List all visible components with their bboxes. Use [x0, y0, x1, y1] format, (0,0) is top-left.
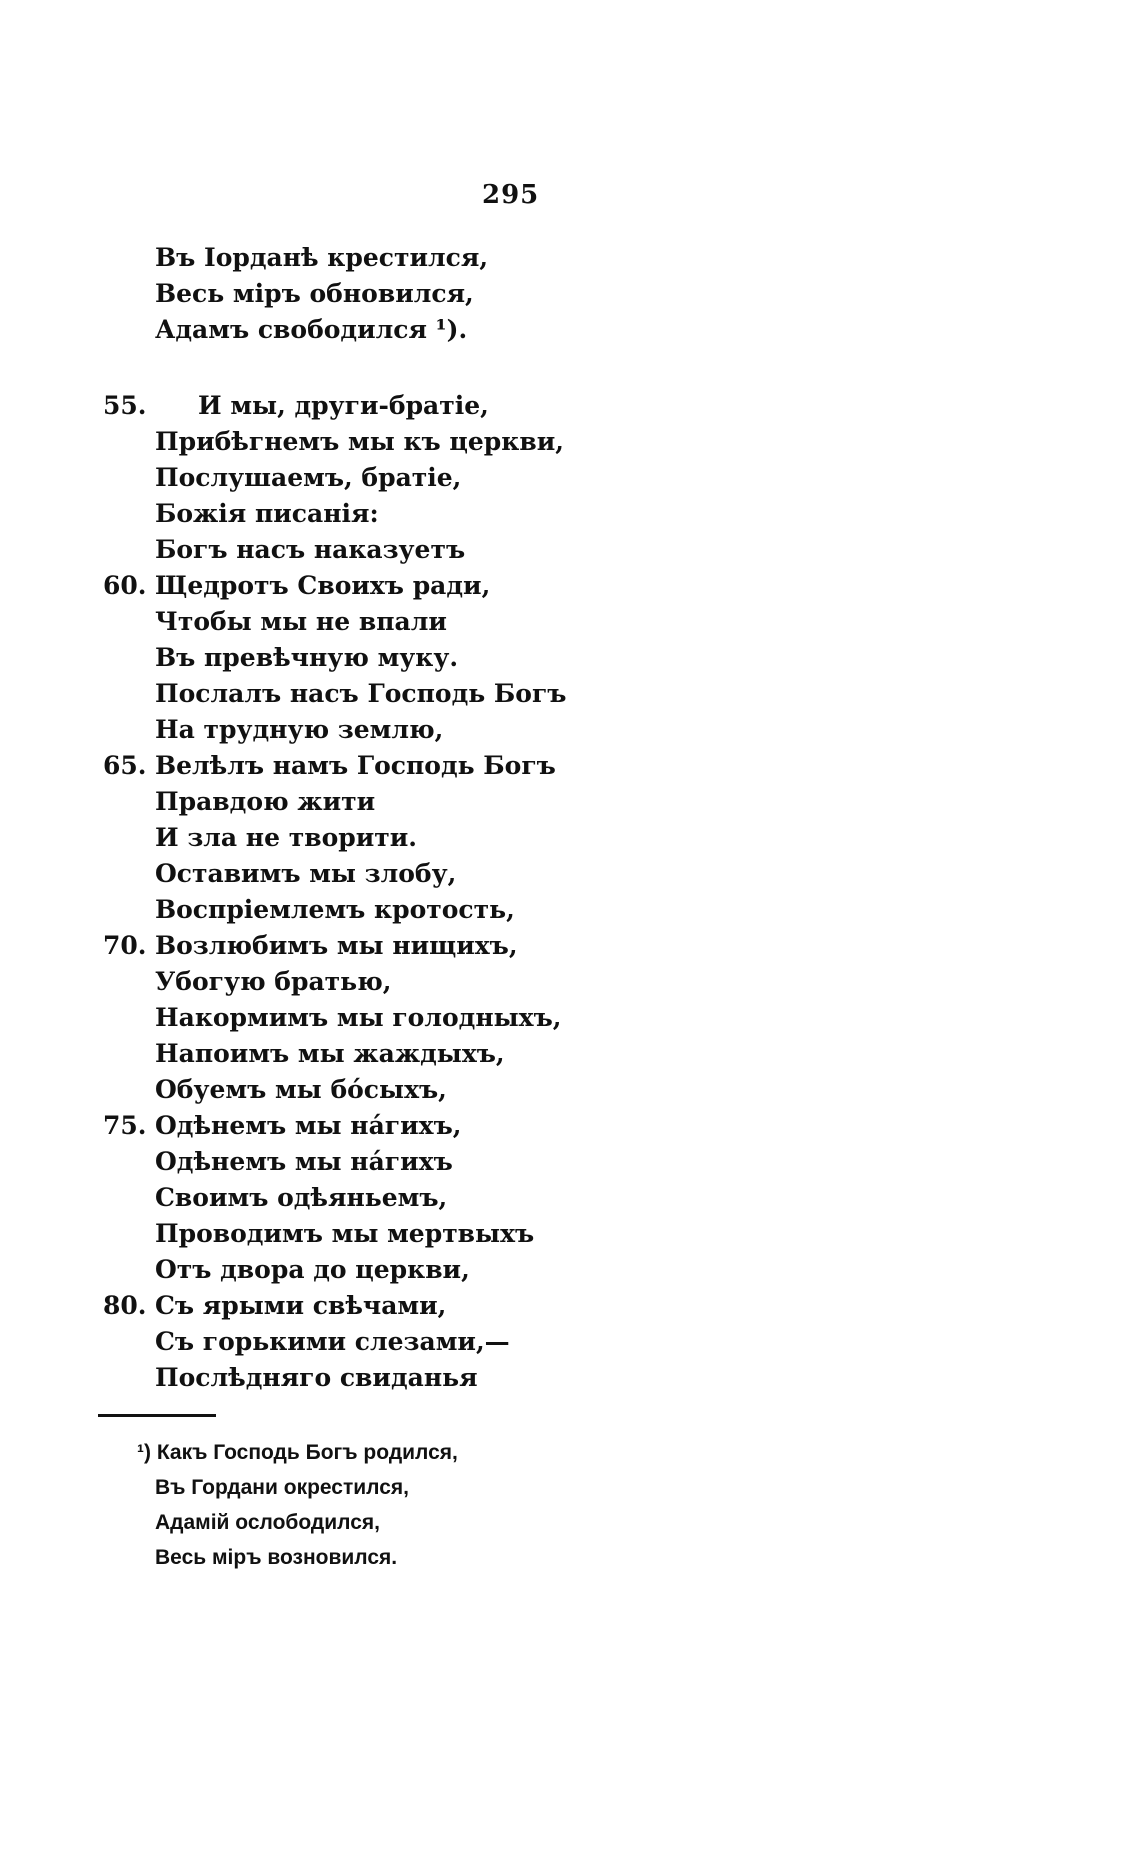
verse-text: Велѣлъ намъ Господь Богъ [155, 751, 556, 780]
line-number: 60. [103, 571, 147, 600]
verse-text: Въ Іорданѣ крестился, [155, 243, 489, 272]
verse-text: Воспріемлемъ кротость, [155, 895, 515, 924]
verse-line [0, 1216, 1140, 1252]
verse-text: Щедротъ Своихъ ради, [155, 571, 491, 600]
verse-line [0, 1360, 1140, 1396]
verse-text: Божія писанія: [155, 499, 379, 528]
verse-text: Богъ насъ наказуетъ [155, 535, 466, 564]
verse-line [0, 1180, 1140, 1216]
verse-text: Напоимъ мы жаждыхъ, [155, 1039, 505, 1068]
footnote-line [0, 1505, 1140, 1540]
verse-line [0, 276, 1140, 312]
footnote-line [0, 1435, 1140, 1470]
verse-text: Проводимъ мы мертвыхъ [155, 1219, 535, 1248]
verse-line [0, 928, 1140, 964]
line-number: 75. [103, 1111, 147, 1140]
verse-line [0, 964, 1140, 1000]
verse-line [0, 388, 1140, 424]
verse-text: Въ превѣчную муку. [155, 643, 459, 672]
verse-text: Отъ двора до церкви, [155, 1255, 470, 1284]
verse-line [0, 712, 1140, 748]
footnote-text: Весь міръ возновился. [155, 1546, 398, 1569]
verse-line [0, 312, 1140, 348]
verse-text: Послалъ насъ Господь Богъ [155, 679, 567, 708]
verse-line [0, 568, 1140, 604]
verse-line [0, 240, 1140, 276]
verse-text: Съ ярыми свѣчами, [155, 1291, 447, 1320]
page-number: 295 [482, 180, 540, 210]
verse-line [0, 496, 1140, 532]
verse-line [0, 640, 1140, 676]
verse-line [0, 1036, 1140, 1072]
footnote-text: ¹) Какъ Господь Богъ родился, [137, 1441, 458, 1464]
verse-continuation [0, 240, 1140, 348]
verse-text: И зла не творити. [155, 823, 418, 852]
verse-text: И мы, други-братіе, [198, 391, 489, 420]
line-number: 55. [103, 391, 147, 420]
verse-line [0, 1000, 1140, 1036]
verse-line [0, 892, 1140, 928]
verse-text: Обуемъ мы бо́сыхъ, [155, 1075, 447, 1104]
footnote-divider [98, 1414, 216, 1417]
line-number: 80. [103, 1291, 147, 1320]
verse-line [0, 820, 1140, 856]
verse-text: Послѣдняго свиданья [155, 1363, 478, 1392]
verse-line [0, 784, 1140, 820]
verse-text: Адамъ свободился ¹). [155, 315, 468, 344]
verse-text: Послушаемъ, братіе, [155, 463, 462, 492]
verse-stanza [0, 388, 1140, 1396]
line-number: 70. [103, 931, 147, 960]
verse-line [0, 748, 1140, 784]
verse-line [0, 604, 1140, 640]
verse-text: Съ горькими слезами,— [155, 1327, 510, 1356]
footnote-line [0, 1540, 1140, 1575]
line-number: 65. [103, 751, 147, 780]
footnote-line [0, 1470, 1140, 1505]
verse-text: Возлюбимъ мы нищихъ, [155, 931, 518, 960]
verse-line [0, 676, 1140, 712]
verse-text: Накормимъ мы голодныхъ, [155, 1003, 562, 1032]
footnote-text: Адамій ослободился, [155, 1511, 381, 1534]
verse-line [0, 1324, 1140, 1360]
verse-text: Своимъ одѣяньемъ, [155, 1183, 448, 1212]
verse-text: Правдою жити [155, 787, 376, 816]
verse-line [0, 1108, 1140, 1144]
verse-line [0, 424, 1140, 460]
verse-text: На трудную землю, [155, 715, 444, 744]
verse-line [0, 1288, 1140, 1324]
verse-line [0, 1072, 1140, 1108]
verse-line [0, 532, 1140, 568]
verse-text: Прибѣгнемъ мы къ церкви, [155, 427, 564, 456]
verse-text: Весь міръ обновился, [155, 279, 474, 308]
footnote [0, 1435, 1140, 1575]
verse-line [0, 1144, 1140, 1180]
verse-line [0, 1252, 1140, 1288]
verse-text: Чтобы мы не впали [155, 607, 447, 636]
verse-text: Оставимъ мы злобу, [155, 859, 457, 888]
verse-text: Одѣнемъ мы на́гихъ [155, 1147, 453, 1176]
verse-line [0, 460, 1140, 496]
verse-line [0, 856, 1140, 892]
verse-text: Одѣнемъ мы на́гихъ, [155, 1111, 462, 1140]
verse-text: Убогую братью, [155, 967, 392, 996]
footnote-text: Въ Гордани окрестился, [155, 1476, 410, 1499]
